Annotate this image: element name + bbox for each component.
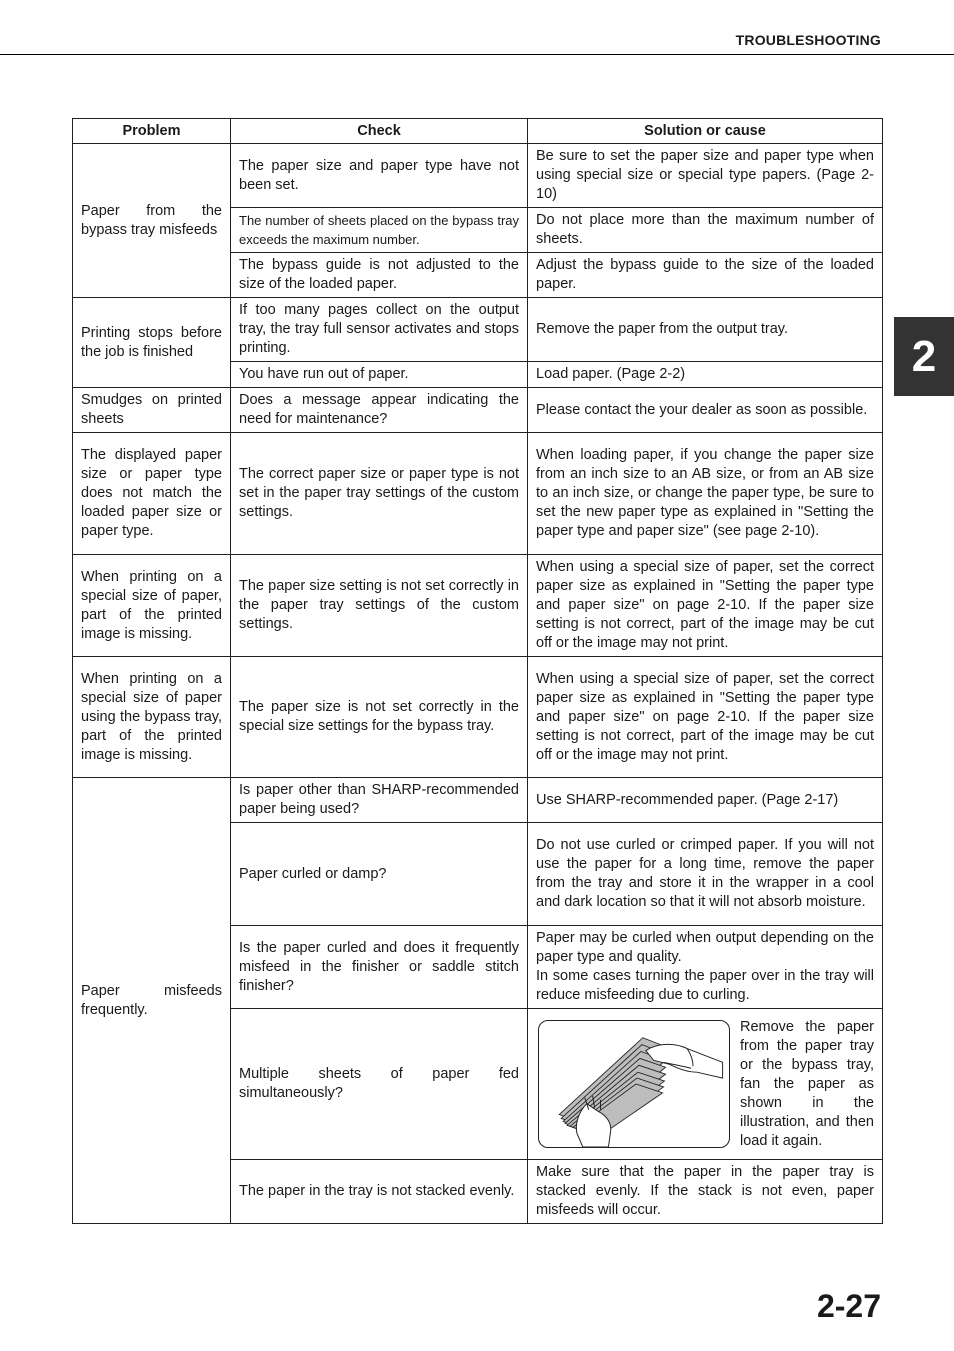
header-problem: Problem bbox=[73, 119, 231, 144]
check-cell: The paper size setting is not set correctly in the paper tray settings of the custom settings. bbox=[231, 555, 528, 657]
check-cell: The number of sheets placed on the bypass tray exceeds the maximum number. bbox=[231, 208, 528, 253]
fan-paper-icon bbox=[539, 1021, 729, 1147]
table-row bbox=[73, 778, 883, 823]
fan-instruction-text: Remove the paper from the paper tray or the bypass tray, fan the paper as shown in the illustration, and then load it again. bbox=[740, 1018, 874, 1149]
check-cell: Is paper other than SHARP-recommended paper being used? bbox=[231, 778, 528, 823]
solution-line: In some cases turning the paper over in the tray will reduce misfeeding due to curling. bbox=[536, 968, 874, 1003]
solution-cell: Load paper. (Page 2-2) bbox=[528, 362, 883, 388]
table-row bbox=[73, 433, 883, 555]
check-cell: The paper in the tray is not stacked evenly. bbox=[231, 1160, 528, 1224]
problem-cell: Printing stops before the job is finished bbox=[73, 298, 231, 388]
section-title: TROUBLESHOOTING bbox=[735, 32, 881, 48]
table-header-row bbox=[73, 119, 883, 144]
check-cell: Does a message appear indicating the need for maintenance? bbox=[231, 388, 528, 433]
table-row bbox=[73, 388, 883, 433]
check-cell: You have run out of paper. bbox=[231, 362, 528, 388]
problem-cell: Smudges on printed sheets bbox=[73, 388, 231, 433]
problem-cell: Paper from the bypass tray misfeeds bbox=[73, 144, 231, 298]
solution-cell: Do not use curled or crimped paper. If you will not use the paper for a long time, remove the paper from the tray and store it in the wrapper in a cool and dark location so that it will not absorb moisture. bbox=[528, 823, 883, 926]
solution-cell: When loading paper, if you change the paper size from an inch size to an AB size, or from an AB size to an inch size, or change the paper type, be sure to set the new paper type as explained in "Setting the paper type and paper size" (see page 2-10). bbox=[528, 433, 883, 555]
solution-cell bbox=[528, 1009, 883, 1160]
problem-cell: The displayed paper size or paper type does not match the loaded paper size or paper type. bbox=[73, 433, 231, 555]
solution-cell: Please contact the your dealer as soon as possible. bbox=[528, 388, 883, 433]
fan-instruction bbox=[528, 1018, 874, 1151]
check-cell: The bypass guide is not adjusted to the size of the loaded paper. bbox=[231, 253, 528, 298]
page-number: 2-27 bbox=[816, 1288, 881, 1324]
solution-cell: Do not place more than the maximum number of sheets. bbox=[528, 208, 883, 253]
header-rule bbox=[0, 54, 954, 55]
solution-cell: Adjust the bypass guide to the size of the loaded paper. bbox=[528, 253, 883, 298]
check-cell: Paper curled or damp? bbox=[231, 823, 528, 926]
troubleshooting-table bbox=[72, 118, 883, 1224]
solution-cell: Make sure that the paper in the paper tray is stacked evenly. If the stack is not even, paper misfeeds will occur. bbox=[528, 1160, 883, 1224]
table-row bbox=[73, 298, 883, 362]
check-cell: Is the paper curled and does it frequently misfeed in the finisher or saddle stitch finisher? bbox=[231, 926, 528, 1009]
check-cell: The paper size is not set correctly in the special size settings for the bypass tray. bbox=[231, 657, 528, 778]
solution-cell: When using a special size of paper, set the correct paper size as explained in "Setting the paper type and paper size" on page 2-10. If the paper size setting is not correct, part of the image may be cut off or the image may not print. bbox=[528, 657, 883, 778]
table-row bbox=[73, 144, 883, 208]
solution-cell: Be sure to set the paper size and paper type when using special size or special type papers. (Page 2-10) bbox=[528, 144, 883, 208]
solution-cell: When using a special size of paper, set the correct paper size as explained in "Setting the paper type and paper size" on page 2-10. If the paper size setting is not correct, part of the image may be cut off or the image may not print. bbox=[528, 555, 883, 657]
solution-cell: Use SHARP-recommended paper. (Page 2-17) bbox=[528, 778, 883, 823]
problem-cell: Paper misfeeds frequently. bbox=[73, 778, 231, 1224]
chapter-tab: 2 bbox=[894, 317, 954, 396]
solution-cell bbox=[528, 926, 883, 1009]
solution-line: Paper may be curled when output depending on the paper type and quality. bbox=[536, 930, 874, 965]
table-row bbox=[73, 555, 883, 657]
check-cell: The paper size and paper type have not been set. bbox=[231, 144, 528, 208]
solution-cell: Remove the paper from the output tray. bbox=[528, 298, 883, 362]
check-cell: The correct paper size or paper type is not set in the paper tray settings of the custom settings. bbox=[231, 433, 528, 555]
fan-paper-illustration bbox=[538, 1020, 730, 1148]
check-cell: Multiple sheets of paper fed simultaneously? bbox=[231, 1009, 528, 1160]
table-row bbox=[73, 657, 883, 778]
problem-cell: When printing on a special size of paper using the bypass tray, part of the printed image is missing. bbox=[73, 657, 231, 778]
problem-cell: When printing on a special size of paper, part of the printed image is missing. bbox=[73, 555, 231, 657]
header-check: Check bbox=[231, 119, 528, 144]
check-cell: If too many pages collect on the output tray, the tray full sensor activates and stops printing. bbox=[231, 298, 528, 362]
header-solution: Solution or cause bbox=[528, 119, 883, 144]
